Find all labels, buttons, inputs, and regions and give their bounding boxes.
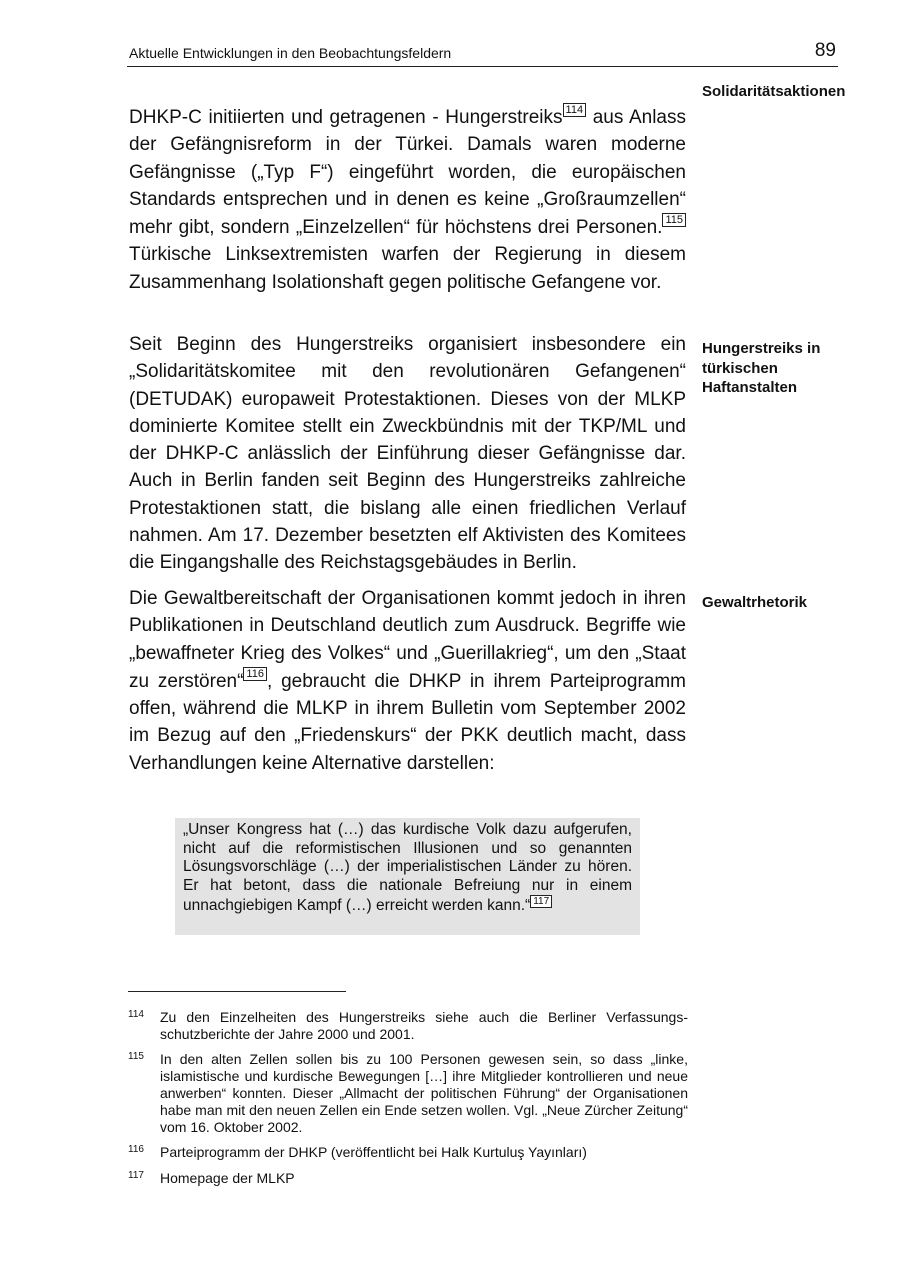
margin-note-solidarity: Solidaritätsaktionen bbox=[702, 83, 846, 100]
footnote-text: Parteiprogramm der DHKP (veröffentlicht bei Halk Kurtuluş Yayınları) bbox=[160, 1144, 587, 1160]
paragraph-1-part-a: DHKP-C initiierten und getragenen - Hungerstreiks bbox=[129, 107, 563, 128]
paragraph-3 bbox=[129, 585, 686, 777]
page-header bbox=[127, 40, 838, 67]
footnote-text: Homepage der MLKP bbox=[160, 1170, 295, 1186]
footnote-number: 115 bbox=[128, 1051, 144, 1062]
block-quote bbox=[175, 818, 640, 935]
footnote-text: In den alten Zellen sollen bis zu 100 Personen gewesen sein, so dass „linke, islamistische und kurdische Bewegungen […] ihre Mitglieder kontrollieren und neue anwerben“ konnten. Dieser „Allmacht der politischen Führung“ der Organisationen habe man mit den neuen Zellen ein Ende setzen wollen. Vgl. „Neue Zürcher Zeitung“ vom 16. Oktober 2002. bbox=[160, 1051, 688, 1135]
footnote-ref-117[interactable]: 117 bbox=[530, 895, 552, 908]
running-title: Aktuelle Entwicklungen in den Beobachtungsfeldern bbox=[129, 45, 452, 61]
footnote-number: 117 bbox=[128, 1170, 144, 1181]
paragraph-1-part-b: aus Anlass der Gefängnisreform in der Türkei. Damals waren moderne Gefängnisse („Typ F“) eingeführt worden, die europäischen Standards entsprechen und in denen es keine „Großraumzellen“ mehr gibt, sondern „Einzelzellen“ für höchstens drei Personen. bbox=[129, 107, 686, 239]
footnote-ref-115[interactable]: 115 bbox=[662, 213, 686, 227]
page-number: 89 bbox=[814, 40, 836, 61]
margin-note-violence: Gewaltrhetorik bbox=[702, 594, 808, 611]
footnote-text: Zu den Einzelheiten des Hungerstreiks siehe auch die Berliner Verfassungsschutzberichte der Jahre 2000 und 2001. bbox=[160, 1009, 688, 1042]
paragraph-1-part-c: Türkische Linksextremisten warfen der Regierung in diesem Zusammenhang Isolationshaft gegen politische Gefangene vor. bbox=[129, 244, 686, 293]
footnote-divider bbox=[128, 991, 346, 992]
paragraph-3-part-b: , gebraucht die DHKP in ihrem Parteiprogramm offen, während die MLKP in ihrem Bulletin vom September 2002 im Bezug auf den „Friedenskurs“ der PKK deutlich macht, dass Verhandlungen keine Alternative darstellen: bbox=[129, 670, 686, 774]
paragraph-1 bbox=[129, 103, 686, 296]
footnote-116 bbox=[128, 1144, 688, 1161]
footnote-ref-114[interactable]: 114 bbox=[563, 103, 587, 117]
footnote-number: 114 bbox=[128, 1009, 144, 1020]
margin-note-hunger-strikes: Hungerstreiks in türkischen Haftanstalten bbox=[702, 340, 821, 396]
footnote-117 bbox=[128, 1170, 688, 1187]
footnote-115 bbox=[128, 1051, 688, 1136]
footnote-114 bbox=[128, 1009, 688, 1043]
footnote-number: 116 bbox=[128, 1144, 144, 1155]
paragraph-2: Seit Beginn des Hungerstreiks organisiert insbesondere ein „Solidaritätskomitee mit den revolutionären Gefangenen“ (DETUDAK) europaweit Protestaktionen. Dieses von der MLKP dominierte Komitee stellt ein Zweckbündnis mit der TKP/ML und der DHKP-C anlässlich der Einführung dieser Gefängnisse dar. Auch in Berlin fanden seit Beginn des Hungerstreiks zahlreiche Protestaktionen statt, die bislang alle einen friedlichen Verlauf nahmen. Am 17. Dezember besetzten elf Aktivisten des Komitees die Eingangshalle des Reichstagsgebäudes in Berlin. bbox=[129, 334, 686, 574]
footnote-ref-116[interactable]: 116 bbox=[243, 667, 267, 681]
paragraph-3-part-a: Die Gewaltbereitschaft der Organisationen kommt jedoch in ihren Publikationen in Deutschland deutlich zum Ausdruck. Begriffe wie „bewaffneter Krieg des Volkes“ und „Guerillakrieg“, um den „Staat zu zerstören“ bbox=[129, 588, 686, 692]
quote-text: „Unser Kongress hat (…) das kurdische Volk dazu aufgerufen, nicht auf die reformistischen Illusionen und so genannten Lösungsvorschläge (…) der imperialistischen Länder zu hören. Er hat betont, dass die nationale Befreiung nur in einem unnachgiebigen Kampf (…) erreicht werden kann.“ bbox=[183, 821, 632, 914]
